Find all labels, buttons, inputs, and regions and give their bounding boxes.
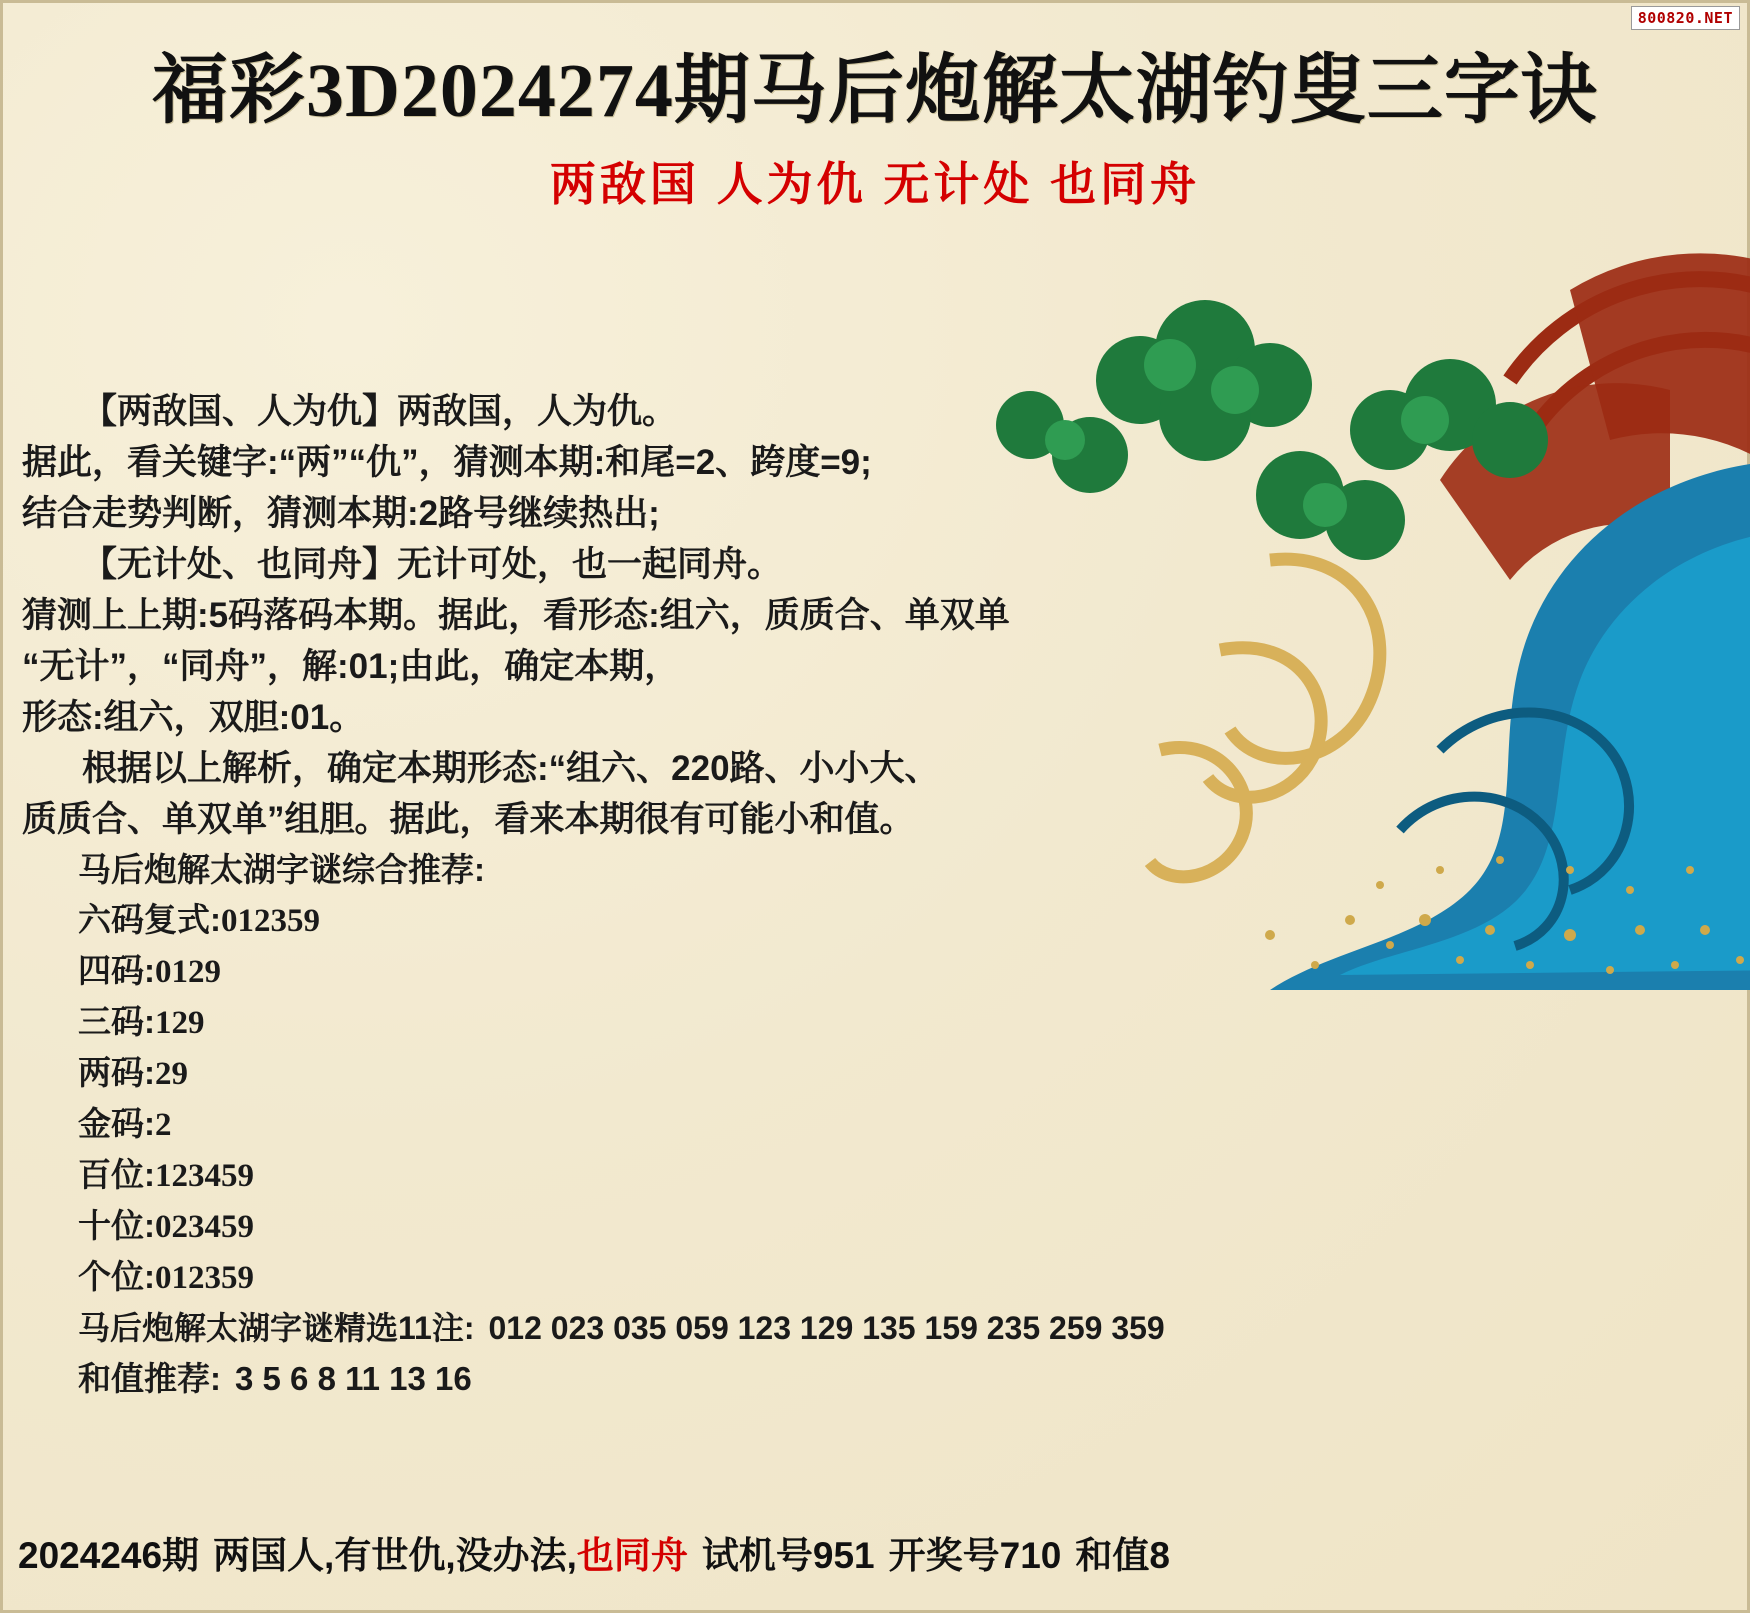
footer-riddle-highlight: 也同舟 [576,1535,688,1576]
recommend-value: 129 [155,1005,205,1041]
selected-11-value: 012 023 035 059 123 129 135 159 235 259 359 [488,1310,1165,1346]
footer-test-number: 试机号951 [701,1535,875,1576]
analysis-paragraph: 质质合、单双单”组胆。据此，看来本期很有可能小和值。 [22,800,915,839]
sum-label: 和值推荐: [78,1360,221,1397]
recommend-label: 十位: [78,1207,155,1244]
footer-draw-number: 开奖号710 [888,1535,1062,1576]
analysis-paragraph: “无计”，“同舟”，解:01;由此，确定本期， [22,647,680,686]
recommend-label: 六码复式: [78,901,221,938]
analysis-paragraph: 【两敌国、人为仇】两敌国，人为仇。 [82,392,678,431]
recommend-label: 四码: [78,952,155,989]
recommend-row-gold-code [22,1099,1472,1150]
header [0,49,1750,214]
recommend-label: 三码: [78,1003,155,1040]
recommend-row-six-code [22,895,1472,946]
footer-issue: 2024246期 [18,1535,200,1576]
site-watermark: 800820.NET [1631,6,1740,30]
sum-value: 3 5 6 8 11 13 16 [235,1360,472,1397]
recommend-row-hundreds [22,1150,1472,1201]
recommend-value: 29 [155,1056,188,1092]
analysis-paragraph: 形态:组六，双胆:01。 [22,698,365,737]
recommend-value: 023459 [155,1209,254,1245]
recommend-label: 金码: [78,1105,155,1142]
analysis-paragraph: 猜测上上期:5码落码本期。据此，看形态:组六，质质合、单双单 [22,596,1010,635]
recommend-row-three-code [22,997,1472,1048]
recommend-row-two-code [22,1048,1472,1099]
recommend-value: 2 [155,1107,172,1143]
selected-11-bets [22,1303,1472,1353]
recommend-label: 个位: [78,1258,155,1295]
sum-recommendation [22,1353,1472,1405]
analysis-paragraph: 【无计处、也同舟】无计可处，也一起同舟。 [82,545,783,584]
page-subtitle: 两敌国 人为仇 无计处 也同舟 [549,157,1201,210]
recommend-row-units [22,1252,1472,1303]
recommend-value: 123459 [155,1158,254,1194]
recommend-value: 0129 [155,954,221,990]
previous-issue-footer [18,1525,1170,1579]
page-title: 福彩3D2024274期马后炮解太湖钓叟三字诀 [152,49,1598,133]
analysis-body [22,386,1472,1405]
recommend-value: 012359 [221,903,320,939]
selected-11-label: 马后炮解太湖字谜精选11注: [78,1310,475,1346]
recommend-value: 012359 [155,1260,254,1296]
analysis-paragraph: 根据以上解析，确定本期形态:“组六、220路、小小大、 [82,749,940,788]
recommend-label: 百位: [78,1156,155,1193]
analysis-paragraph: 结合走势判断，猜测本期:2路号继续热出; [22,494,660,533]
recommend-label: 两码: [78,1054,155,1091]
footer-sum-value: 和值8 [1075,1535,1170,1576]
recommendation-heading: 马后炮解太湖字谜综合推荐: [78,851,485,888]
footer-riddle: 两国人,有世仇,没办法, [213,1535,577,1576]
analysis-paragraph: 据此，看关键字:“两”“仇”，猜测本期:和尾=2、跨度=9; [22,443,872,482]
recommend-row-tens [22,1201,1472,1252]
recommend-row-four-code [22,946,1472,997]
